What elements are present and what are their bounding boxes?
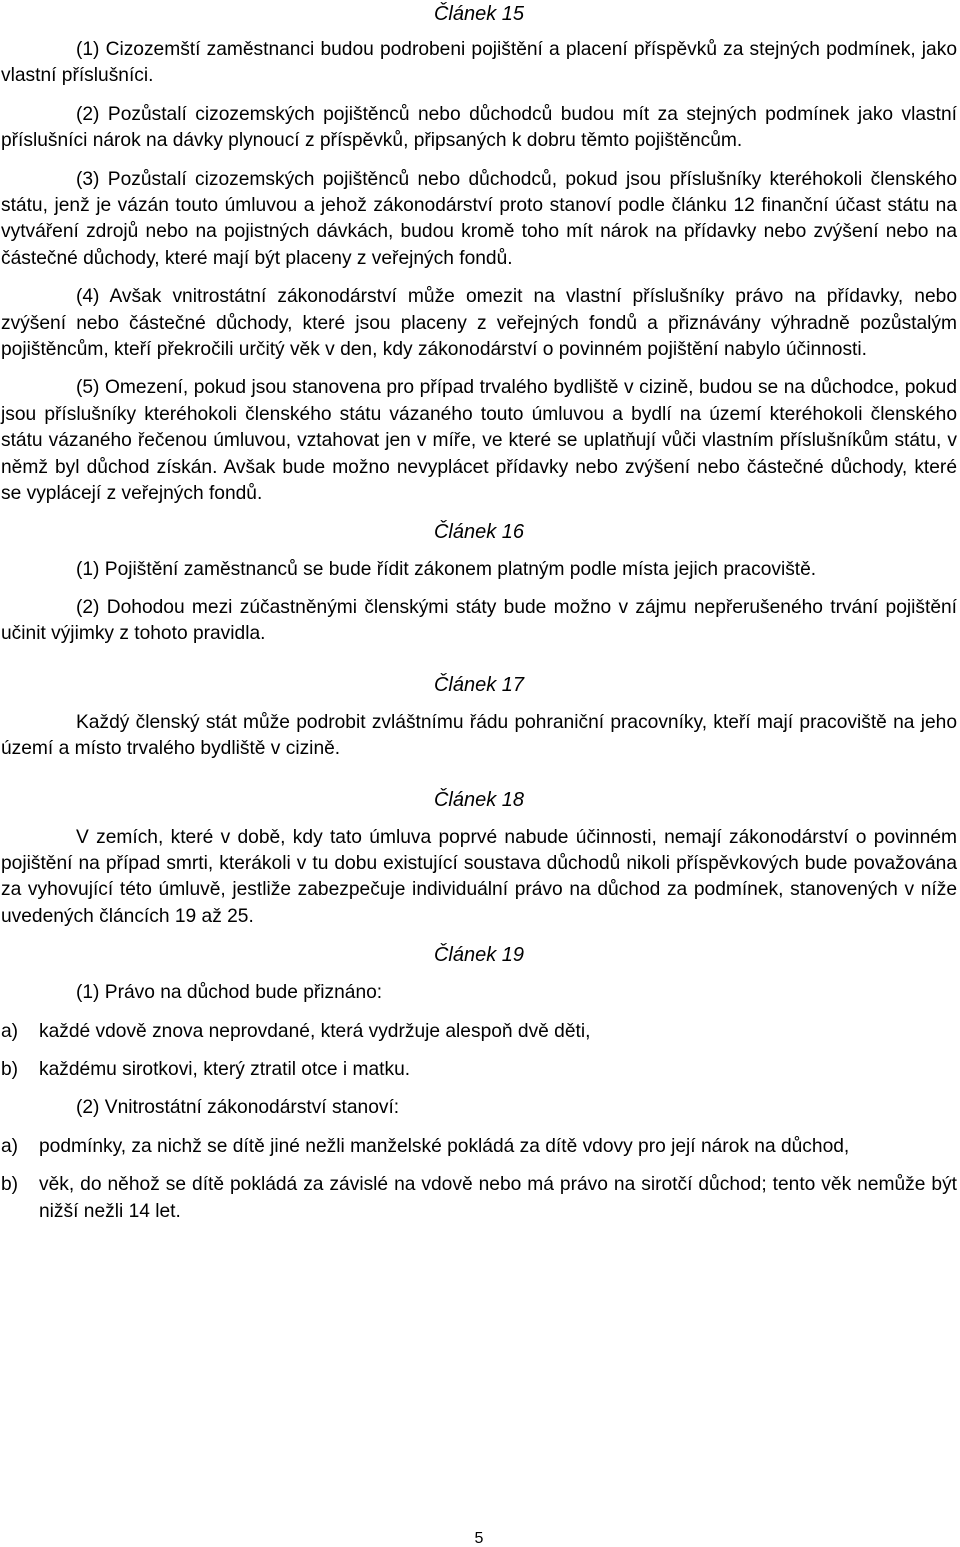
article-15-paragraph-3: (3) Pozůstalí cizozemských pojištěnců nebo důchodců, pokud jsou příslušníky kteréhokoli členského státu, jenž je vázán touto úmluvou a jehož zákonodárství proto stanoví podle článku 12 finanční účast státu na vytváření zdrojů nebo na pojistných dávkách, budou kromě toho mít nárok na přídavky nebo zvýšení nebo na částečné důchody, které mají být placeny z veřejných fondů. xyxy=(1,168,957,269)
article-15-paragraph-4: (4) Avšak vnitrostátní zákonodárství může omezit na vlastní příslušníky právo na přídavky, nebo zvýšení nebo částečné důchody, které jsou placeny z veřejných fondů a přiznávány výhradně pozůstalým pojištěncům, kteří překročili určitý věk v den, kdy zákonodárství o povinném pojištění nabylo účinnosti. xyxy=(1,286,957,361)
list-item-text: každé vdově znova neprovdané, která vydržuje alespoň dvě děti, xyxy=(39,1020,591,1042)
list-item xyxy=(1,1134,957,1160)
article-19-paragraph-1: (1) Právo na důchod bude přiznáno: xyxy=(76,982,383,1004)
page-number: 5 xyxy=(474,1530,484,1547)
article-15-paragraph-2: (2) Pozůstalí cizozemských pojištěnců nebo důchodců budou mít za stejných podmínek jako vlastní příslušníci nárok na dávky plynoucí z příspěvků, připsaných k dobru těmto pojištěncům. xyxy=(1,103,957,152)
article-18-heading: Článek 18 xyxy=(433,788,525,811)
list-item xyxy=(1,1019,957,1045)
list-item-text: věk, do něhož se dítě pokládá za závislé na vdově nebo má právo na sirotčí důchod; tento věk nemůže být nižší nežli 14 let. xyxy=(39,1174,957,1222)
article-16-paragraph-2: (2) Dohodou mezi zúčastněnými členskými státy bude možno v zájmu nepřerušeného trvání pojištění učinit výjimky z tohoto pravidla. xyxy=(1,596,957,645)
list-item-label: b) xyxy=(1,1174,19,1196)
article-17-paragraph-1: Každý členský stát může podrobit zvláštnímu řádu pohraniční pracovníky, kteří mají pracoviště na jeho území a místo trvalého bydliště v cizině. xyxy=(1,711,957,760)
list-item-label: a) xyxy=(1,1135,19,1157)
article-15-paragraph-5: (5) Omezení, pokud jsou stanovena pro případ trvalého bydliště v cizině, budou se na důchodce, pokud jsou příslušníky kteréhokoli členského státu vázaného touto úmluvou a bydlí na území kteréhokoli členského státu vázaného řečenou úmluvou, vztahovat jen v míře, ve které se uplatňují vůči vlastním příslušníkům státu, v němž byl důchod získán. Avšak bude možno nevyplácet přídavky nebo zvýšení nebo částečné důchody, které se vyplácejí z veřejných fondů. xyxy=(1,377,957,505)
article-19-paragraph-2: (2) Vnitrostátní zákonodárství stanoví: xyxy=(76,1097,400,1119)
article-16-heading: Článek 16 xyxy=(433,520,525,543)
article-16-paragraph-1: (1) Pojištění zaměstnanců se bude řídit zákonem platným podle místa jejich pracoviště. xyxy=(76,558,817,580)
article-19-heading: Článek 19 xyxy=(433,944,525,967)
list-item-text: každému sirotkovi, který ztratil otce i matku. xyxy=(39,1058,411,1080)
article-18-paragraph-1: V zemích, které v době, kdy tato úmluva poprvé nabude účinnosti, nemají zákonodárství o povinném pojištění na případ smrti, kterákoli v tu dobu existující soustava důchodů nikoli příspěvkových bude považována za vyhovující této úmluvě, jestliže zabezpečuje individuální právo na důchod za podmínek, stanovených v níže uvedených článcích 19 až 25. xyxy=(1,826,957,927)
article-17-heading: Článek 17 xyxy=(433,673,525,696)
list-item-label: b) xyxy=(1,1058,19,1080)
article-15-heading: Článek 15 xyxy=(433,3,525,25)
list-item-label: a) xyxy=(1,1020,19,1042)
list-item-text: podmínky, za nichž se dítě jiné nežli manželské pokládá za dítě vdovy pro její nárok na důchod, xyxy=(39,1135,850,1157)
list-item xyxy=(1,1172,957,1225)
article-15-paragraph-1: (1) Cizozemští zaměstnanci budou podrobeni pojištění a placení příspěvků za stejných podmínek, jako vlastní příslušníci. xyxy=(1,39,957,87)
list-item xyxy=(1,1057,957,1083)
